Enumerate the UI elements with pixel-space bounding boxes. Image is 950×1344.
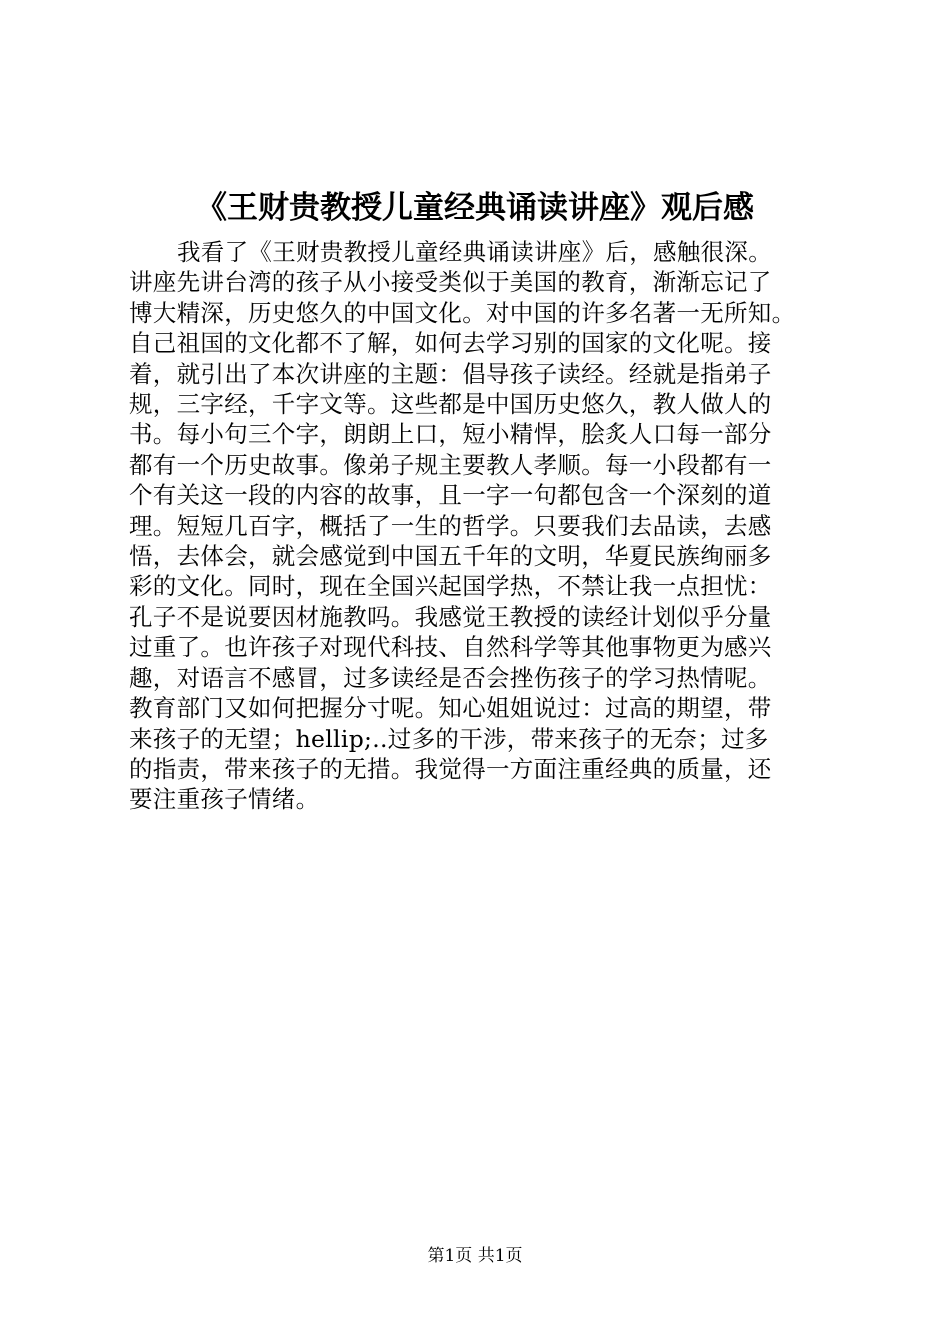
body-line: 我看了《王财贵教授儿童经典诵读讲座》后，感触很深。 xyxy=(177,238,772,266)
body-line: 孔子不是说要因材施教吗。我感觉王教授的读经计划似乎分量 xyxy=(129,602,772,631)
body-line: 着，就引出了本次讲座的主题：倡导孩子读经。经就是指弟子 xyxy=(129,359,772,388)
document-title: 《王财贵教授儿童经典诵读讲座》观后感 xyxy=(196,190,754,226)
body-line: 书。每小句三个字，朗朗上口，短小精悍，脍炙人口每一部分 xyxy=(129,420,772,449)
body-line: 过重了。也许孩子对现代科技、自然科学等其他事物更为感兴 xyxy=(129,633,772,662)
body-line: 趣，对语言不感冒，过多读经是否会挫伤孩子的学习热情呢。 xyxy=(129,663,772,692)
body-line: 来孩子的无望；hellip;..过多的干涉，带来孩子的无奈；过多 xyxy=(129,724,769,753)
page-footer: 第1页 共1页 xyxy=(427,1246,523,1266)
body-line: 自己祖国的文化都不了解，如何去学习别的国家的文化呢。接 xyxy=(129,329,772,358)
body-line: 规，三字经，千字文等。这些都是中国历史悠久，教人做人的 xyxy=(129,390,772,419)
body-line: 教育部门又如何把握分寸呢。知心姐姐说过：过高的期望，带 xyxy=(129,694,772,723)
body-line: 的指责，带来孩子的无措。我觉得一方面注重经典的质量，还 xyxy=(129,754,772,783)
body-line: 理。短短几百字，概括了一生的哲学。只要我们去品读，去感 xyxy=(129,511,772,540)
document-body xyxy=(129,237,834,815)
body-line: 彩的文化。同时，现在全国兴起国学热，不禁让我一点担忧： xyxy=(129,572,772,601)
body-line: 个有关这一段的内容的故事，且一字一句都包含一个深刻的道 xyxy=(129,481,772,510)
body-line: 博大精深，历史悠久的中国文化。对中国的许多名著一无所知。 xyxy=(129,298,796,327)
body-line: 要注重孩子情绪。 xyxy=(129,785,320,814)
body-line: 讲座先讲台湾的孩子从小接受类似于美国的教育，渐渐忘记了 xyxy=(129,268,772,297)
body-line: 都有一个历史故事。像弟子规主要教人孝顺。每一小段都有一 xyxy=(129,450,772,479)
body-line: 悟，去体会，就会感觉到中国五千年的文明，华夏民族绚丽多 xyxy=(129,542,772,571)
